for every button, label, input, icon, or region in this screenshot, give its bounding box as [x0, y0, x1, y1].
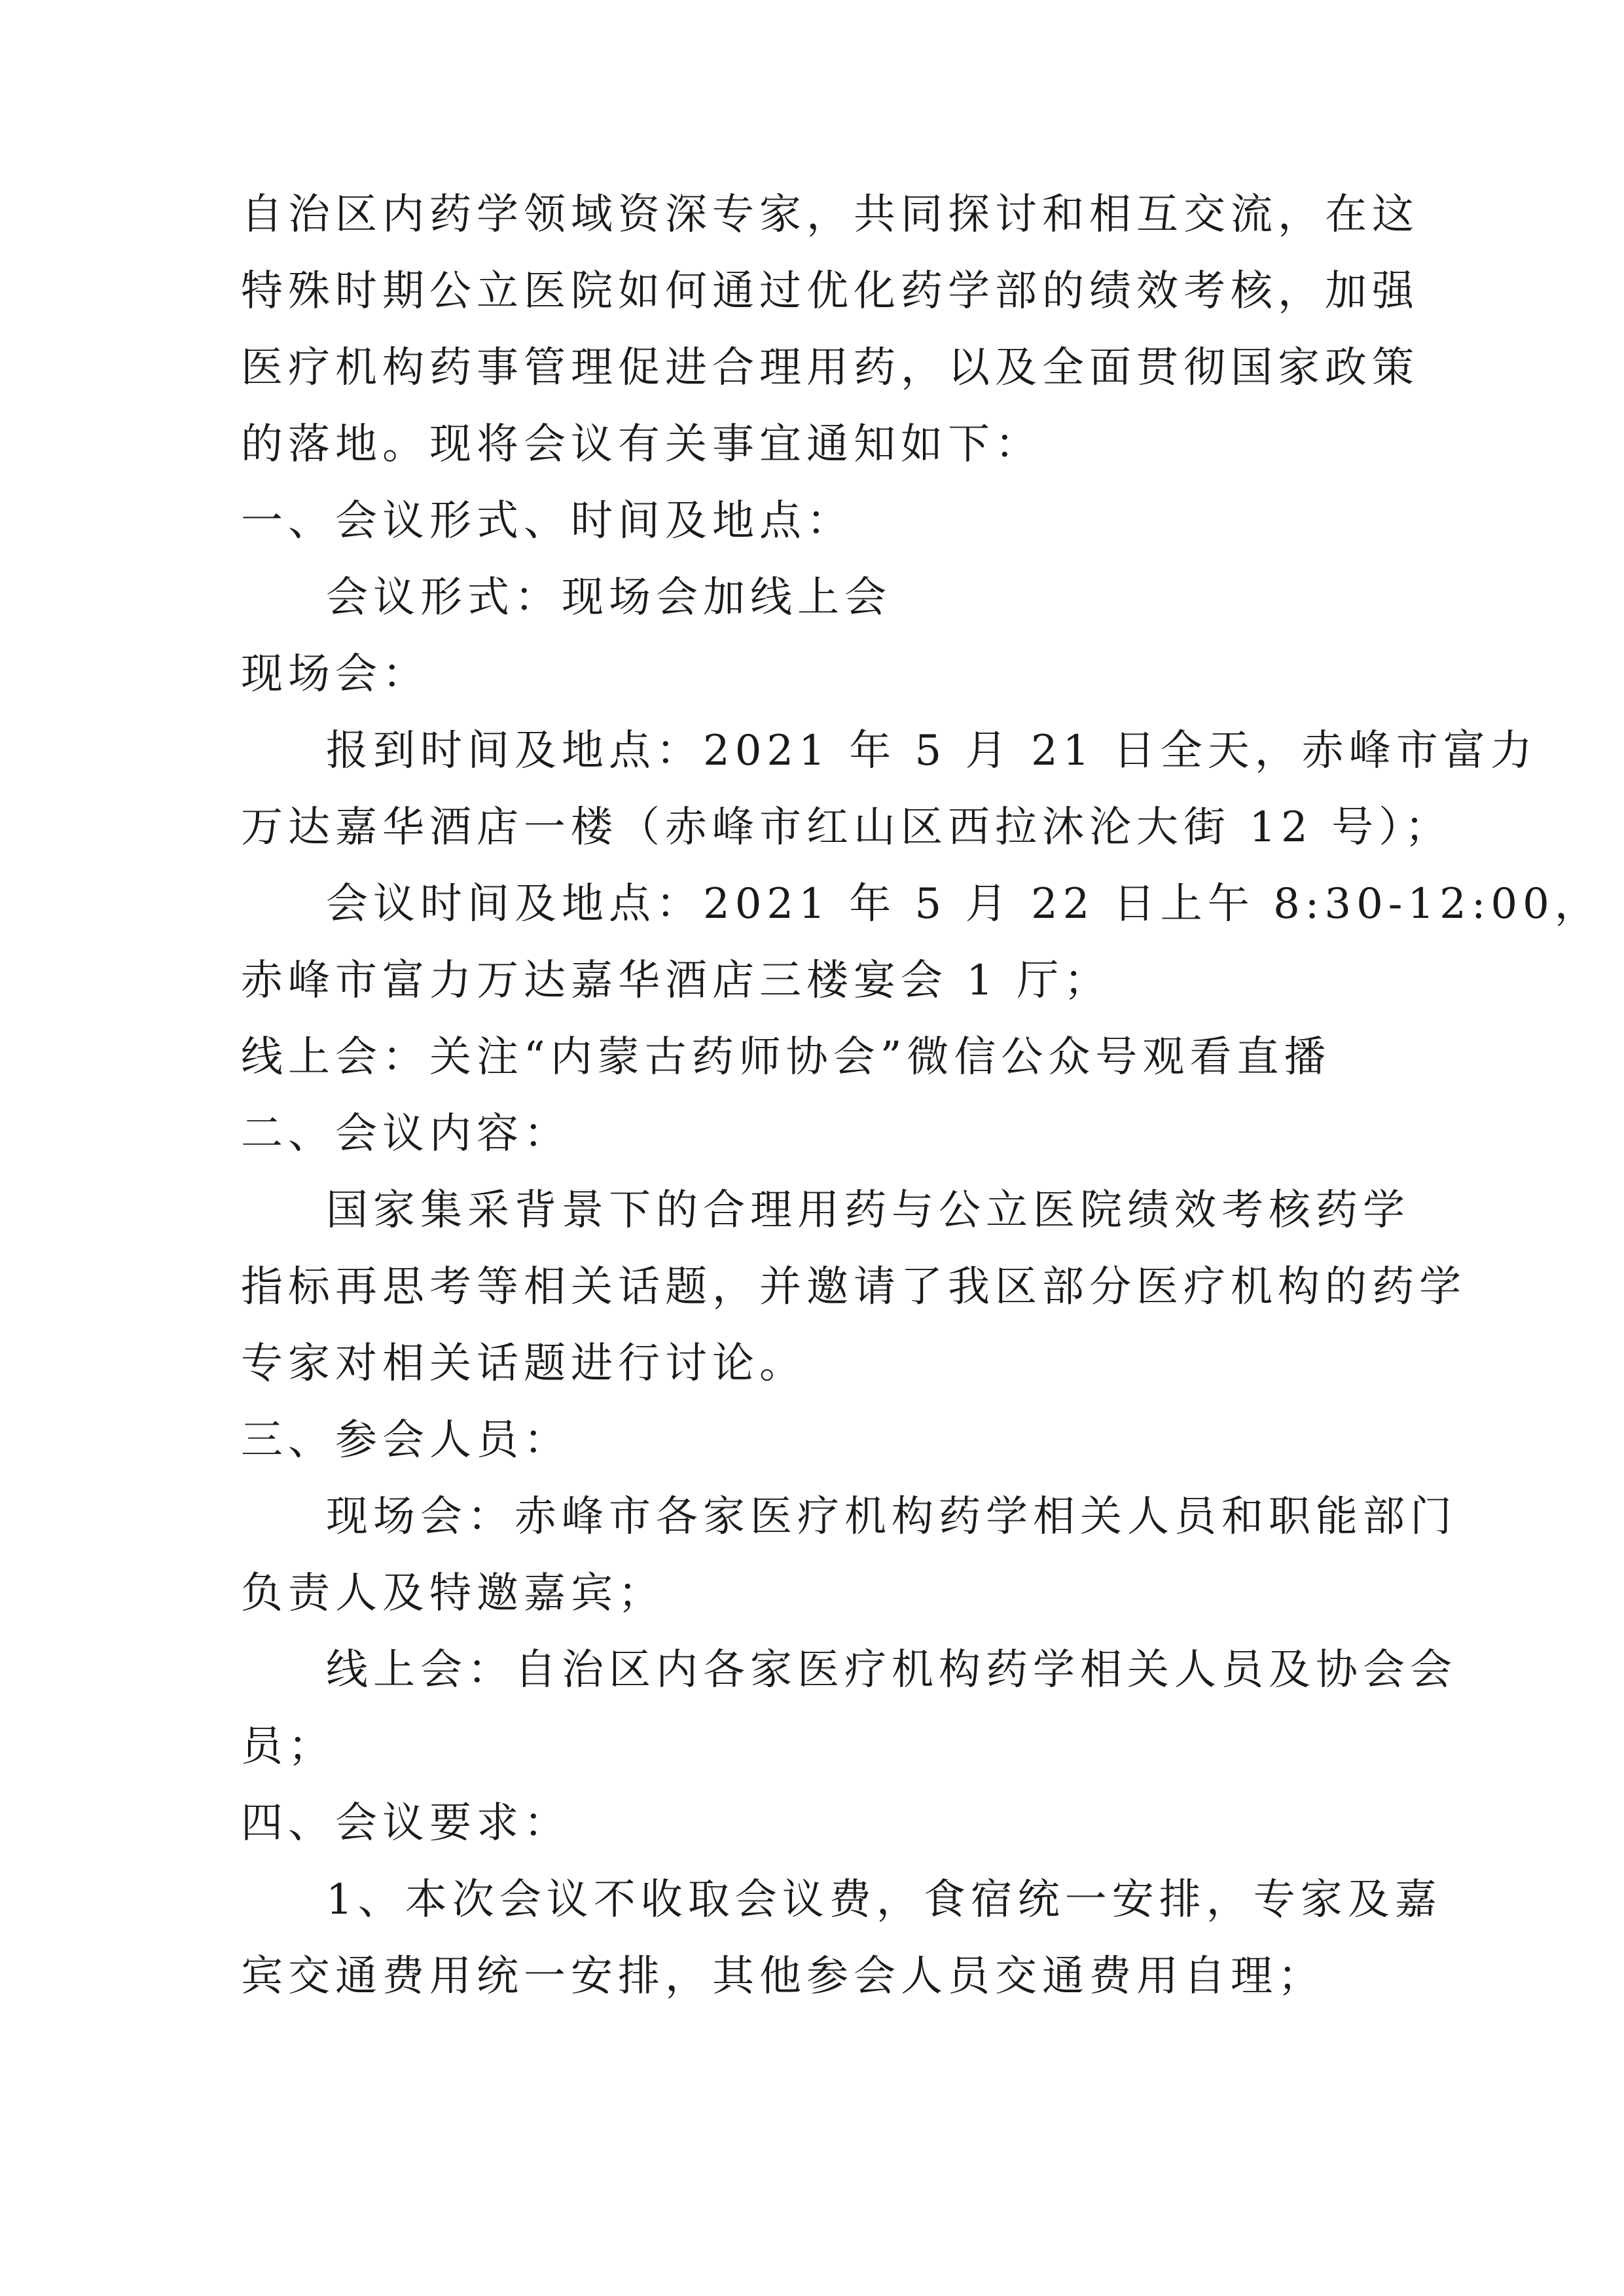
text-line: 四、会议要求： — [241, 1799, 571, 1848]
text-line: 员； — [241, 1722, 335, 1771]
text-line: 二、会议内容： — [241, 1110, 571, 1158]
text-line: 国家集采背景下的合理用药与公立医院绩效考核药学 — [326, 1186, 1410, 1235]
text-line: 现场会： — [241, 650, 429, 699]
text-line: 会议形式：现场会加线上会 — [326, 574, 892, 622]
text-line: 负责人及特邀嘉宾； — [241, 1569, 665, 1618]
text-line: 1、本次会议不收取会议费，食宿统一安排，专家及嘉 — [326, 1876, 1442, 1924]
text-line: 赤峰市富力万达嘉华酒店三楼宴会 1 厅； — [241, 957, 1111, 1005]
text-line: 万达嘉华酒店一楼（赤峰市红山区西拉沐沦大街 12 号）； — [241, 803, 1453, 852]
text-line: 三、参会人员： — [241, 1416, 571, 1465]
text-line: 指标再思考等相关话题，并邀请了我区部分医疗机构的药学 — [241, 1263, 1466, 1311]
text-line: 会议时间及地点：2021 年 5 月 22 日上午 8:30-12:00， — [326, 880, 1602, 928]
document-body — [241, 177, 1602, 2015]
text-line: 线上会：自治区内各家医疗机构药学相关人员及协会会 — [326, 1646, 1457, 1694]
text-line: 现场会：赤峰市各家医疗机构药学相关人员和职能部门 — [326, 1493, 1457, 1541]
text-line: 线上会：关注“内蒙古药师协会”微信公众号观看直播 — [241, 1033, 1331, 1082]
text-line: 宾交通费用统一安排，其他参会人员交通费用自理； — [241, 1952, 1325, 2001]
text-line: 专家对相关话题进行讨论。 — [241, 1339, 806, 1388]
text-line: 医疗机构药事管理促进合理用药，以及全面贯彻国家政策 — [241, 344, 1419, 392]
text-line: 一、会议形式、时间及地点： — [241, 497, 854, 545]
text-line: 特殊时期公立医院如何通过优化药学部的绩效考核，加强 — [241, 267, 1419, 316]
text-line: 自治区内药学领域资深专家，共同探讨和相互交流，在这 — [241, 191, 1419, 239]
text-line: 的落地。现将会议有关事宜通知如下： — [241, 420, 1042, 469]
text-line: 报到时间及地点：2021 年 5 月 21 日全天，赤峰市富力 — [326, 727, 1538, 775]
